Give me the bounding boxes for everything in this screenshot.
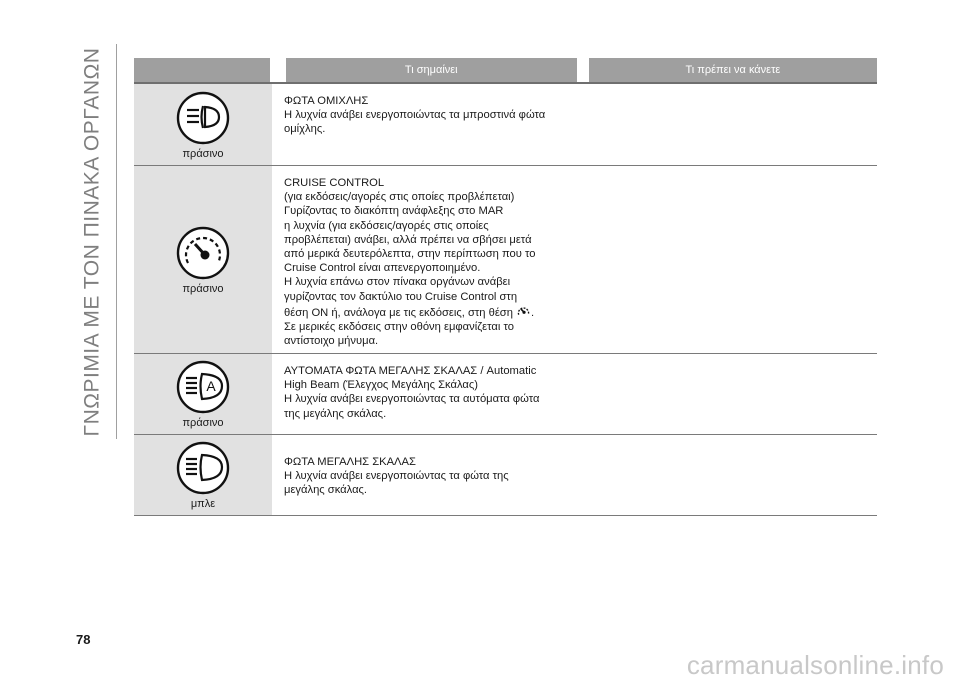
color-label: πράσινο	[182, 282, 224, 295]
text-line: ΦΩΤΑ ΟΜΙΧΛΗΣ	[284, 95, 369, 107]
icon-cell	[134, 84, 272, 165]
text-line: της μεγάλης σκάλας.	[284, 407, 387, 420]
table-row	[134, 166, 877, 354]
description-cell	[272, 435, 581, 515]
table-row	[134, 84, 877, 166]
description-cell	[272, 84, 581, 165]
text-line-with-icon	[284, 304, 573, 320]
text-line: από μερικά δευτερόλεπτα, στην περίπτωση που το	[284, 248, 536, 261]
color-label: πράσινο	[182, 417, 224, 429]
text-line: Η λυχνία ανάβει ενεργοποιώντας τα αυτόματα φώτα	[284, 393, 540, 406]
front-fog-light-icon	[175, 90, 231, 146]
table-row	[134, 435, 877, 516]
color-label: μπλε	[190, 498, 216, 510]
text-line: High Beam (Έλεγχος Μεγάλης Σκάλας)	[284, 379, 478, 392]
action-cell	[581, 354, 877, 434]
icon-cell	[134, 435, 272, 515]
header-meaning: Τι σημαίνει	[286, 58, 577, 82]
color-label: πράσινο	[182, 147, 224, 160]
svg-text:A: A	[206, 378, 216, 394]
header-action: Τι πρέπει να κάνετε	[589, 58, 877, 82]
text-line: προβλέπεται) ανάβει, αλλά πρέπει να σβήσει μετά	[284, 233, 532, 246]
text-suffix: .	[531, 306, 535, 319]
cruise-control-icon	[175, 225, 231, 281]
side-title-text: ΓΝΩΡΙΜΙΑ ΜΕ ΤΟΝ ΠΙΝΑΚΑ ΟΡΓΑΝΩΝ	[80, 47, 103, 436]
text-line: ΦΩΤΑ ΜΕΓΑΛΗΣ ΣΚΑΛΑΣ	[284, 456, 416, 468]
text-line: αντίστοιχο μήνυμα.	[284, 335, 379, 348]
side-divider	[116, 44, 117, 439]
auto-high-beam-icon	[175, 359, 231, 415]
action-cell	[581, 166, 877, 353]
description-cell	[272, 354, 581, 434]
text-line: θέση ON ή, ανάλογα με τις εκδόσεις, στη θέση	[284, 306, 513, 319]
action-cell	[581, 435, 877, 515]
warning-lights-table	[134, 58, 877, 516]
text-line: μεγάλης σκάλας.	[284, 484, 368, 497]
text-line: η λυχνία (για εκδόσεις/αγορές στις οποίες	[284, 219, 489, 232]
side-section-title	[72, 44, 112, 439]
footer-watermark: carmanualsonline.info	[686, 650, 944, 680]
text-line: Γυρίζοντας το διακόπτη ανάφλεξης στο MAR	[284, 205, 504, 218]
text-line: CRUISE CONTROL	[284, 177, 385, 189]
text-line: ομίχλης.	[284, 123, 326, 136]
text-line: (για εκδόσεις/αγορές στις οποίες προβλέπεται)	[284, 191, 515, 204]
action-cell	[581, 84, 877, 165]
header-icon-column	[134, 58, 270, 82]
icon-cell	[134, 354, 272, 434]
high-beam-icon	[175, 440, 231, 496]
text-line: γυρίζοντας τον δακτύλιο του Cruise Control στη	[284, 290, 518, 303]
text-line: Η λυχνία επάνω στον πίνακα οργάνων ανάβει	[284, 276, 511, 289]
text-line: Cruise Control είναι απενεργοποιημένο.	[284, 262, 481, 275]
page-number: 78	[76, 632, 91, 647]
text-line: Σε μερικές εκδόσεις στην οθόνη εμφανίζεται το	[284, 321, 514, 334]
text-line: Η λυχνία ανάβει ενεργοποιώντας τα μπροστινά φώτα	[284, 109, 546, 122]
icon-cell	[134, 166, 272, 353]
text-line: ΑΥΤΟΜΑΤΑ ΦΩΤΑ ΜΕΓΑΛΗΣ ΣΚΑΛΑΣ / Automatic	[284, 365, 537, 377]
cruise-control-small-icon	[516, 304, 531, 319]
table-header	[134, 58, 877, 82]
description-cell	[272, 166, 581, 353]
text-line: Η λυχνία ανάβει ενεργοποιώντας τα φώτα της	[284, 470, 509, 483]
table-row	[134, 354, 877, 435]
